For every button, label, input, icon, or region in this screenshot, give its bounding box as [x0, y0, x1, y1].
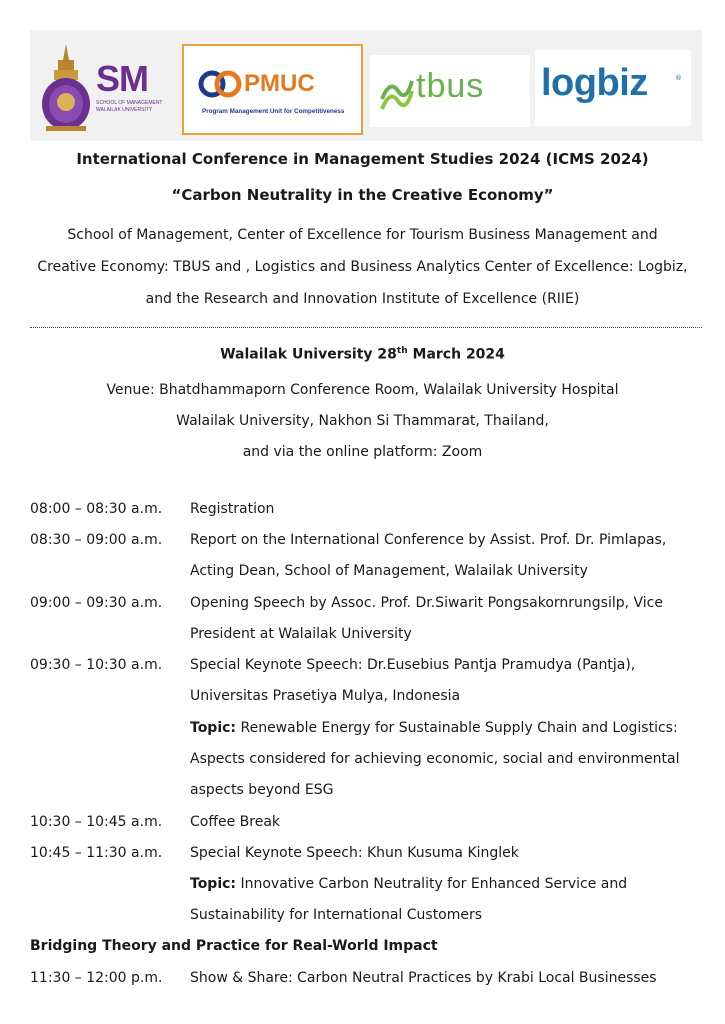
- sm-logo-subtitle: SCHOOL OF MANAGEMENT WALAILAK UNIVERSITY: [96, 100, 163, 113]
- pmuc-rings-icon: [198, 64, 242, 104]
- agenda-time: 08:00 – 08:30 a.m.: [30, 501, 163, 517]
- topic-text: Aspects considered for achieving economic, social and environmental: [190, 751, 680, 767]
- organizers-line: Creative Economy: TBUS and , Logistics and Business Analytics Center of Excellence: Logbiz,: [37, 259, 688, 275]
- conference-title: International Conference in Management Studies 2024 (ICMS 2024): [76, 150, 649, 168]
- logbiz-logo: [535, 50, 691, 126]
- agenda-time: 09:30 – 10:30 a.m.: [30, 657, 163, 673]
- organizers: [0, 219, 725, 315]
- sm-logo: [38, 42, 168, 134]
- tbus-logo-text: tbus: [416, 67, 485, 105]
- topic-label: Topic:: [190, 720, 237, 736]
- agenda-time: 10:30 – 10:45 a.m.: [30, 814, 163, 830]
- university-crest-icon: [38, 42, 94, 134]
- agenda-time: 09:00 – 09:30 a.m.: [30, 595, 163, 611]
- topic-text: Sustainability for International Customers: [190, 907, 483, 923]
- tbus-logo: [370, 55, 530, 127]
- agenda-desc: Acting Dean, School of Management, Walailak University: [190, 563, 588, 579]
- agenda-topic-text: [190, 720, 702, 736]
- pmuc-logo-subtitle: Program Management Unit for Competitiveness: [202, 108, 345, 115]
- venue-line: Venue: Bhatdhammaporn Conference Room, Walailak University Hospital: [106, 382, 619, 398]
- agenda-desc: Universitas Prasetiya Mulya, Indonesia: [190, 688, 461, 704]
- section-title: Bridging Theory and Practice for Real-World Impact: [30, 938, 438, 954]
- agenda-topic-text: [190, 876, 702, 892]
- pmuc-logo-text: PMUC: [244, 70, 315, 97]
- agenda-desc: Show & Share: Carbon Neutral Practices by Krabi Local Businesses: [190, 970, 657, 986]
- event-date-sup: th: [396, 346, 408, 356]
- venue-line: and via the online platform: Zoom: [242, 444, 483, 460]
- pmuc-logo: [182, 44, 363, 135]
- conference-theme: “Carbon Neutrality in the Creative Economy”: [171, 186, 554, 204]
- agenda-desc: Coffee Break: [190, 814, 281, 830]
- sm-logo-text: SM: [96, 58, 148, 99]
- event-date-suffix: March 2024: [407, 346, 505, 363]
- dotted-divider: [30, 327, 702, 328]
- event-date: [0, 346, 725, 363]
- venue-line: Walailak University, Nakhon Si Thammarat, Thailand,: [176, 413, 549, 429]
- logbiz-logo-text: logbiz: [541, 62, 648, 104]
- tbus-wave-icon: [378, 69, 414, 113]
- agenda-desc: Registration: [190, 501, 275, 517]
- topic-label: Topic:: [190, 876, 237, 892]
- agenda-time: 11:30 – 12:00 p.m.: [30, 970, 163, 986]
- registered-mark: ®: [675, 74, 682, 82]
- venue: [0, 375, 725, 468]
- topic-text: Renewable Energy for Sustainable Supply Chain and Logistics:: [236, 720, 678, 736]
- agenda-time: 08:30 – 09:00 a.m.: [30, 532, 163, 548]
- agenda-desc: Special Keynote Speech: Dr.Eusebius Pantja Pramudya (Pantja),: [190, 657, 636, 673]
- topic-text: Innovative Carbon Neutrality for Enhanced Service and: [236, 876, 628, 892]
- organizers-line: School of Management, Center of Excellence for Tourism Business Management and: [67, 227, 658, 243]
- agenda-desc: President at Walailak University: [190, 626, 412, 642]
- topic-text: aspects beyond ESG: [190, 782, 334, 798]
- agenda-desc: Opening Speech by Assoc. Prof. Dr.Siwarit Pongsakornrungsilp, Vice: [190, 595, 663, 611]
- agenda-time: 10:45 – 11:30 a.m.: [30, 845, 163, 861]
- agenda-desc: Report on the International Conference by Assist. Prof. Dr. Pimlapas,: [190, 532, 667, 548]
- event-date-prefix: Walailak University 28: [220, 346, 397, 363]
- organizers-line: and the Research and Innovation Institute of Excellence (RIIE): [145, 291, 580, 307]
- agenda-desc: Special Keynote Speech: Khun Kusuma Kinglek: [190, 845, 519, 861]
